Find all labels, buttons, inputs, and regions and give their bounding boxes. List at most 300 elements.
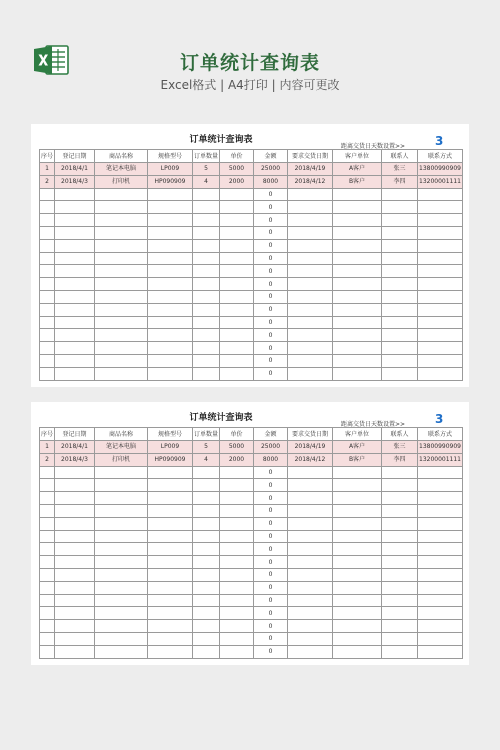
table-cell[interactable] [333, 354, 382, 367]
table-cell[interactable]: 0 [254, 214, 288, 227]
table-cell[interactable] [333, 517, 382, 530]
table-cell[interactable] [288, 581, 333, 594]
table-cell[interactable] [418, 517, 463, 530]
table-cell[interactable] [333, 342, 382, 355]
table-cell[interactable] [193, 342, 220, 355]
table-cell[interactable] [333, 568, 382, 581]
table-cell[interactable]: 2018/4/3 [55, 175, 95, 188]
table-cell[interactable] [55, 252, 95, 265]
table-cell[interactable]: 0 [254, 556, 288, 569]
table-cell[interactable] [95, 556, 148, 569]
table-cell[interactable] [220, 492, 254, 505]
table-cell[interactable] [95, 632, 148, 645]
table-cell[interactable] [193, 504, 220, 517]
table-cell[interactable] [95, 367, 148, 380]
table-cell[interactable] [288, 632, 333, 645]
table-cell[interactable] [95, 492, 148, 505]
table-cell[interactable] [193, 188, 220, 201]
table-cell[interactable] [95, 543, 148, 556]
table-cell[interactable] [40, 492, 55, 505]
days-setting-value[interactable]: 3 [435, 412, 444, 426]
table-cell[interactable] [418, 201, 463, 214]
table-cell[interactable]: 打印机 [95, 453, 148, 466]
table-cell[interactable] [193, 581, 220, 594]
table-cell[interactable] [148, 303, 193, 316]
table-cell[interactable] [220, 290, 254, 303]
table-cell[interactable] [288, 645, 333, 658]
table-cell[interactable] [148, 581, 193, 594]
table-cell[interactable] [55, 645, 95, 658]
table-cell[interactable] [333, 188, 382, 201]
table-cell[interactable] [148, 492, 193, 505]
table-cell[interactable] [288, 354, 333, 367]
table-cell[interactable]: 0 [254, 239, 288, 252]
table-cell[interactable]: 2018/4/3 [55, 453, 95, 466]
table-cell[interactable] [220, 568, 254, 581]
table-cell[interactable] [40, 252, 55, 265]
table-cell[interactable]: 0 [254, 504, 288, 517]
table-cell[interactable] [40, 214, 55, 227]
table-cell[interactable] [40, 530, 55, 543]
table-cell[interactable]: 25000 [254, 441, 288, 454]
table-cell[interactable]: 1 [40, 441, 55, 454]
table-cell[interactable] [193, 645, 220, 658]
table-cell[interactable] [333, 607, 382, 620]
table-cell[interactable] [288, 278, 333, 291]
table-cell[interactable]: 25000 [254, 163, 288, 176]
table-cell[interactable] [193, 530, 220, 543]
table-cell[interactable] [333, 581, 382, 594]
table-cell[interactable] [382, 466, 418, 479]
table-cell[interactable] [418, 226, 463, 239]
table-cell[interactable] [418, 342, 463, 355]
table-cell[interactable] [55, 543, 95, 556]
table-cell[interactable]: 0 [254, 367, 288, 380]
table-cell[interactable] [55, 632, 95, 645]
table-cell[interactable] [55, 607, 95, 620]
table-cell[interactable] [382, 342, 418, 355]
table-cell[interactable] [382, 367, 418, 380]
table-cell[interactable] [220, 556, 254, 569]
table-cell[interactable] [333, 265, 382, 278]
table-cell[interactable]: A客户 [333, 163, 382, 176]
table-cell[interactable] [220, 607, 254, 620]
table-cell[interactable] [288, 226, 333, 239]
table-cell[interactable]: 8000 [254, 453, 288, 466]
table-cell[interactable] [288, 466, 333, 479]
table-cell[interactable] [382, 188, 418, 201]
table-cell[interactable]: 5 [193, 163, 220, 176]
table-cell[interactable] [418, 581, 463, 594]
table-cell[interactable] [193, 226, 220, 239]
table-cell[interactable] [288, 607, 333, 620]
table-cell[interactable] [220, 278, 254, 291]
table-cell[interactable] [288, 188, 333, 201]
table-cell[interactable] [382, 303, 418, 316]
table-cell[interactable] [288, 367, 333, 380]
table-cell[interactable] [418, 556, 463, 569]
table-cell[interactable] [382, 594, 418, 607]
table-cell[interactable]: 8000 [254, 175, 288, 188]
table-cell[interactable]: 0 [254, 278, 288, 291]
table-cell[interactable] [148, 329, 193, 342]
table-cell[interactable] [220, 367, 254, 380]
table-cell[interactable] [40, 316, 55, 329]
table-cell[interactable] [40, 466, 55, 479]
table-cell[interactable] [95, 581, 148, 594]
table-cell[interactable] [220, 645, 254, 658]
table-cell[interactable] [55, 290, 95, 303]
days-setting-value[interactable]: 3 [435, 134, 444, 148]
table-cell[interactable] [418, 290, 463, 303]
table-cell[interactable] [382, 265, 418, 278]
table-cell[interactable] [333, 620, 382, 633]
table-cell[interactable] [382, 239, 418, 252]
table-cell[interactable] [418, 316, 463, 329]
table-cell[interactable] [55, 278, 95, 291]
table-cell[interactable] [40, 645, 55, 658]
table-cell[interactable] [148, 479, 193, 492]
table-cell[interactable] [193, 329, 220, 342]
table-cell[interactable] [418, 607, 463, 620]
table-cell[interactable] [288, 252, 333, 265]
table-cell[interactable]: 5 [193, 441, 220, 454]
table-cell[interactable]: 4 [193, 175, 220, 188]
table-cell[interactable] [382, 252, 418, 265]
table-cell[interactable]: 0 [254, 530, 288, 543]
table-cell[interactable]: 0 [254, 329, 288, 342]
table-cell[interactable] [95, 342, 148, 355]
table-cell[interactable] [55, 201, 95, 214]
table-cell[interactable] [55, 329, 95, 342]
table-cell[interactable] [333, 632, 382, 645]
table-cell[interactable] [95, 214, 148, 227]
table-cell[interactable]: 0 [254, 594, 288, 607]
table-cell[interactable] [418, 329, 463, 342]
table-cell[interactable]: LP009 [148, 163, 193, 176]
table-cell[interactable] [220, 581, 254, 594]
table-cell[interactable] [55, 620, 95, 633]
table-cell[interactable] [40, 265, 55, 278]
table-cell[interactable] [95, 278, 148, 291]
table-cell[interactable] [418, 479, 463, 492]
table-cell[interactable] [193, 594, 220, 607]
table-cell[interactable] [148, 265, 193, 278]
table-cell[interactable]: LP009 [148, 441, 193, 454]
table-cell[interactable] [193, 620, 220, 633]
table-cell[interactable]: 13800990909 [418, 163, 463, 176]
table-cell[interactable] [148, 252, 193, 265]
table-cell[interactable] [55, 492, 95, 505]
table-cell[interactable] [382, 543, 418, 556]
table-cell[interactable]: 2018/4/19 [288, 441, 333, 454]
table-cell[interactable] [40, 543, 55, 556]
table-cell[interactable] [418, 278, 463, 291]
table-cell[interactable] [418, 303, 463, 316]
table-cell[interactable] [220, 303, 254, 316]
table-cell[interactable] [40, 239, 55, 252]
table-cell[interactable] [55, 226, 95, 239]
table-cell[interactable] [148, 568, 193, 581]
table-cell[interactable] [193, 278, 220, 291]
table-cell[interactable] [382, 530, 418, 543]
table-cell[interactable] [40, 329, 55, 342]
table-cell[interactable] [193, 607, 220, 620]
table-cell[interactable]: 2 [40, 175, 55, 188]
table-cell[interactable] [382, 632, 418, 645]
table-cell[interactable] [95, 466, 148, 479]
table-cell[interactable] [220, 201, 254, 214]
table-cell[interactable] [382, 201, 418, 214]
table-cell[interactable] [220, 594, 254, 607]
table-cell[interactable] [55, 556, 95, 569]
table-cell[interactable]: 0 [254, 226, 288, 239]
table-cell[interactable] [220, 316, 254, 329]
table-cell[interactable] [55, 517, 95, 530]
table-cell[interactable] [193, 290, 220, 303]
table-cell[interactable]: 0 [254, 620, 288, 633]
table-cell[interactable] [95, 504, 148, 517]
table-cell[interactable] [55, 594, 95, 607]
table-cell[interactable] [382, 504, 418, 517]
table-cell[interactable] [418, 239, 463, 252]
table-cell[interactable] [193, 265, 220, 278]
table-cell[interactable] [148, 214, 193, 227]
table-cell[interactable] [382, 290, 418, 303]
table-cell[interactable] [418, 543, 463, 556]
table-cell[interactable] [40, 303, 55, 316]
table-cell[interactable] [220, 252, 254, 265]
table-cell[interactable] [220, 466, 254, 479]
table-cell[interactable]: HP090909 [148, 175, 193, 188]
table-cell[interactable] [40, 278, 55, 291]
table-cell[interactable] [418, 367, 463, 380]
table-cell[interactable] [382, 214, 418, 227]
table-cell[interactable] [55, 568, 95, 581]
table-cell[interactable] [55, 342, 95, 355]
table-cell[interactable] [382, 581, 418, 594]
table-cell[interactable] [55, 265, 95, 278]
table-cell[interactable] [148, 239, 193, 252]
table-cell[interactable] [40, 226, 55, 239]
table-cell[interactable] [333, 492, 382, 505]
table-cell[interactable] [95, 620, 148, 633]
table-cell[interactable]: 13200001111 [418, 453, 463, 466]
table-cell[interactable]: 0 [254, 632, 288, 645]
table-cell[interactable] [55, 466, 95, 479]
table-cell[interactable] [288, 568, 333, 581]
table-cell[interactable]: 2 [40, 453, 55, 466]
table-cell[interactable] [382, 354, 418, 367]
table-cell[interactable] [333, 303, 382, 316]
table-cell[interactable]: 李四 [382, 453, 418, 466]
table-cell[interactable] [40, 620, 55, 633]
table-cell[interactable]: 0 [254, 479, 288, 492]
table-cell[interactable] [95, 201, 148, 214]
table-cell[interactable] [288, 492, 333, 505]
table-cell[interactable]: 0 [254, 517, 288, 530]
table-cell[interactable]: 2018/4/19 [288, 163, 333, 176]
table-cell[interactable] [382, 645, 418, 658]
table-cell[interactable] [40, 504, 55, 517]
table-cell[interactable] [40, 517, 55, 530]
table-cell[interactable] [40, 581, 55, 594]
table-cell[interactable]: 4 [193, 453, 220, 466]
table-cell[interactable] [148, 530, 193, 543]
table-cell[interactable] [40, 354, 55, 367]
table-cell[interactable] [418, 504, 463, 517]
table-cell[interactable]: 5000 [220, 441, 254, 454]
table-cell[interactable] [95, 517, 148, 530]
table-cell[interactable] [95, 354, 148, 367]
table-cell[interactable] [55, 504, 95, 517]
table-cell[interactable]: 0 [254, 354, 288, 367]
table-cell[interactable] [382, 479, 418, 492]
table-cell[interactable] [333, 252, 382, 265]
table-cell[interactable]: B客户 [333, 175, 382, 188]
table-cell[interactable] [95, 607, 148, 620]
table-cell[interactable] [40, 607, 55, 620]
table-cell[interactable] [382, 556, 418, 569]
table-cell[interactable] [193, 252, 220, 265]
table-cell[interactable] [193, 201, 220, 214]
table-cell[interactable] [40, 201, 55, 214]
table-cell[interactable]: 2018/4/1 [55, 163, 95, 176]
table-cell[interactable] [40, 367, 55, 380]
table-cell[interactable] [148, 556, 193, 569]
table-cell[interactable] [148, 594, 193, 607]
table-cell[interactable] [148, 316, 193, 329]
table-cell[interactable] [382, 278, 418, 291]
table-cell[interactable] [40, 342, 55, 355]
table-cell[interactable] [55, 316, 95, 329]
table-cell[interactable]: 2000 [220, 175, 254, 188]
table-cell[interactable] [148, 354, 193, 367]
table-cell[interactable] [193, 214, 220, 227]
table-cell[interactable] [333, 329, 382, 342]
table-cell[interactable]: 李四 [382, 175, 418, 188]
table-cell[interactable]: 0 [254, 466, 288, 479]
table-cell[interactable] [55, 239, 95, 252]
table-cell[interactable] [382, 620, 418, 633]
table-cell[interactable] [193, 239, 220, 252]
table-cell[interactable]: 0 [254, 316, 288, 329]
table-cell[interactable] [288, 316, 333, 329]
table-cell[interactable] [95, 303, 148, 316]
table-cell[interactable]: 0 [254, 201, 288, 214]
table-cell[interactable]: 2018/4/12 [288, 453, 333, 466]
table-cell[interactable]: 0 [254, 645, 288, 658]
table-cell[interactable]: 13200001111 [418, 175, 463, 188]
table-cell[interactable] [95, 239, 148, 252]
table-cell[interactable]: 0 [254, 568, 288, 581]
table-cell[interactable] [382, 568, 418, 581]
table-cell[interactable] [220, 188, 254, 201]
table-cell[interactable] [288, 556, 333, 569]
table-cell[interactable] [95, 265, 148, 278]
table-cell[interactable] [288, 517, 333, 530]
table-cell[interactable] [418, 188, 463, 201]
table-cell[interactable] [55, 188, 95, 201]
table-cell[interactable]: 0 [254, 252, 288, 265]
table-cell[interactable]: 0 [254, 303, 288, 316]
table-cell[interactable] [288, 504, 333, 517]
table-cell[interactable] [382, 329, 418, 342]
table-cell[interactable]: 13800990909 [418, 441, 463, 454]
table-cell[interactable] [220, 354, 254, 367]
table-cell[interactable] [333, 367, 382, 380]
table-cell[interactable]: 打印机 [95, 175, 148, 188]
table-cell[interactable] [220, 517, 254, 530]
table-cell[interactable] [418, 214, 463, 227]
table-cell[interactable]: 0 [254, 581, 288, 594]
table-cell[interactable] [333, 504, 382, 517]
table-cell[interactable]: 5000 [220, 163, 254, 176]
table-cell[interactable] [40, 568, 55, 581]
table-cell[interactable] [382, 517, 418, 530]
table-cell[interactable] [288, 239, 333, 252]
table-cell[interactable] [333, 556, 382, 569]
table-cell[interactable]: 2018/4/1 [55, 441, 95, 454]
table-cell[interactable] [95, 329, 148, 342]
table-cell[interactable]: 0 [254, 188, 288, 201]
table-cell[interactable] [288, 530, 333, 543]
table-cell[interactable] [382, 226, 418, 239]
table-cell[interactable] [148, 466, 193, 479]
table-cell[interactable] [288, 620, 333, 633]
table-cell[interactable]: A客户 [333, 441, 382, 454]
table-cell[interactable]: 0 [254, 607, 288, 620]
table-cell[interactable] [95, 645, 148, 658]
table-cell[interactable] [55, 581, 95, 594]
table-cell[interactable]: 0 [254, 265, 288, 278]
table-cell[interactable] [148, 278, 193, 291]
table-cell[interactable] [333, 239, 382, 252]
table-cell[interactable] [220, 239, 254, 252]
table-cell[interactable] [418, 252, 463, 265]
table-cell[interactable] [193, 556, 220, 569]
table-cell[interactable] [148, 543, 193, 556]
table-cell[interactable] [148, 201, 193, 214]
table-cell[interactable] [40, 556, 55, 569]
table-cell[interactable] [382, 607, 418, 620]
table-cell[interactable] [148, 607, 193, 620]
table-cell[interactable]: 0 [254, 342, 288, 355]
table-cell[interactable] [95, 252, 148, 265]
table-cell[interactable] [148, 632, 193, 645]
table-cell[interactable] [95, 226, 148, 239]
table-cell[interactable] [220, 543, 254, 556]
table-cell[interactable] [148, 367, 193, 380]
table-cell[interactable] [418, 466, 463, 479]
table-cell[interactable] [55, 354, 95, 367]
table-cell[interactable] [193, 492, 220, 505]
table-cell[interactable] [333, 543, 382, 556]
table-cell[interactable] [148, 188, 193, 201]
table-cell[interactable] [333, 214, 382, 227]
table-cell[interactable] [418, 594, 463, 607]
table-cell[interactable] [95, 479, 148, 492]
table-cell[interactable]: 张三 [382, 163, 418, 176]
table-cell[interactable] [148, 645, 193, 658]
table-cell[interactable] [333, 316, 382, 329]
table-cell[interactable] [193, 632, 220, 645]
table-cell[interactable] [288, 342, 333, 355]
table-cell[interactable] [95, 290, 148, 303]
table-cell[interactable] [220, 620, 254, 633]
table-cell[interactable] [193, 466, 220, 479]
table-cell[interactable] [193, 303, 220, 316]
